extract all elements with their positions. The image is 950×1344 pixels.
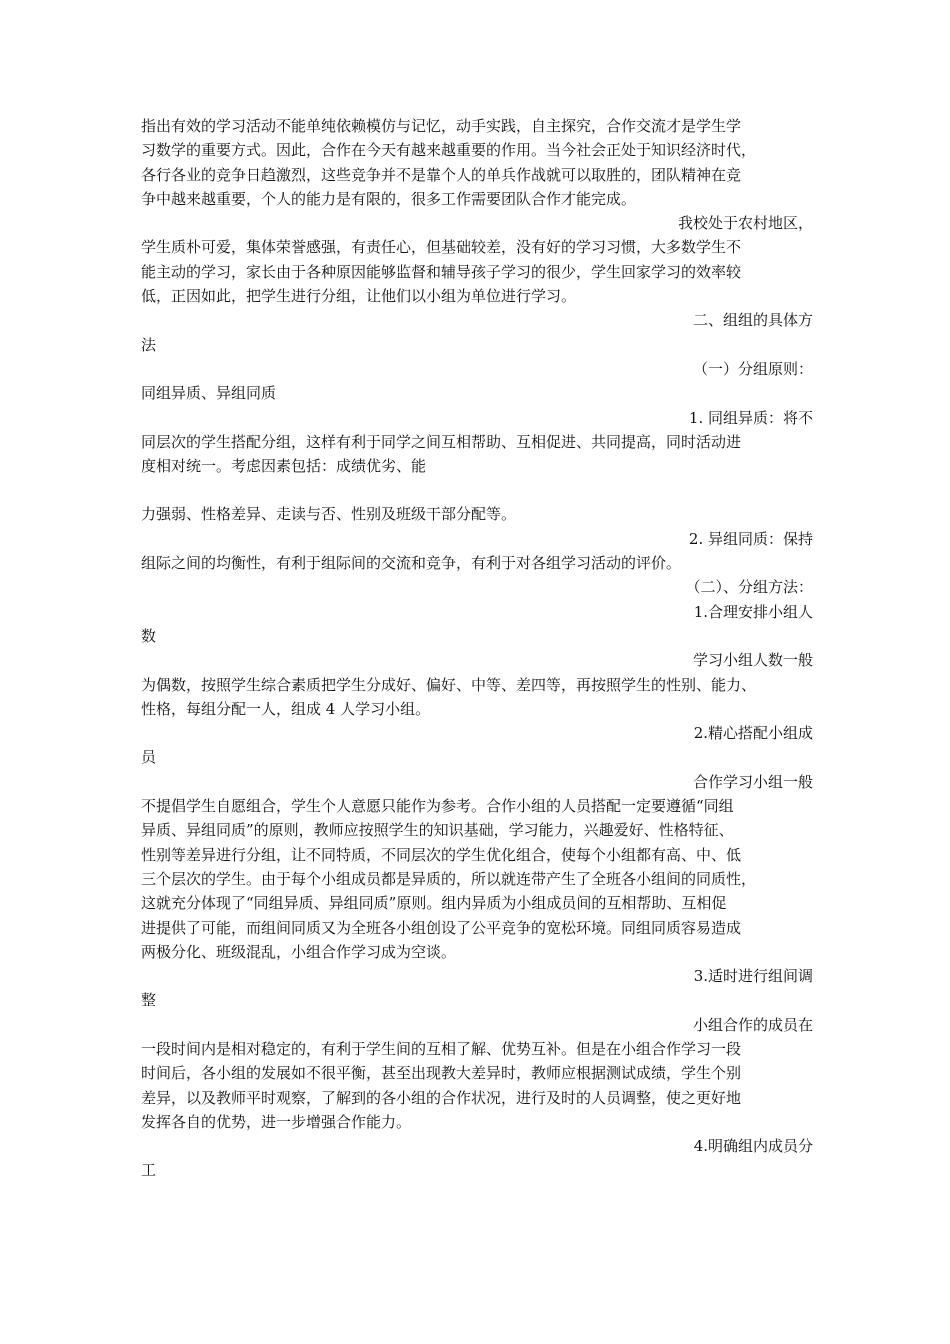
item-heading: 1.合理安排小组人 <box>693 602 813 621</box>
body-text-line: 能主动的学习，家长由于各种原因能够监督和辅导孩子学习的很少，学生回家学习的效率较 <box>141 262 742 281</box>
item-heading: 4.明确组内成员分 <box>693 1137 813 1156</box>
subsection-heading: （一）分组原则： <box>692 359 813 378</box>
blank-gap <box>141 478 813 502</box>
document-page <box>141 114 813 1183</box>
body-text-line: 力强弱、性格差异、走读与否、性别及班级干部分配等。 <box>141 505 517 524</box>
body-text-line: 同层次的学生搭配分组，这样有利于同学之间互相帮助、互相促进、共同提高，同时活动进 <box>141 432 742 451</box>
item-heading-cont: 数 <box>141 626 157 645</box>
paragraph-start-line: 合作学习小组一般 <box>692 772 813 791</box>
body-text-line: 争中越来越重要，个人的能力是有限的，很多工作需要团队合作才能完成。 <box>141 189 637 208</box>
item-heading: 2.精心搭配小组成 <box>693 724 813 743</box>
body-text-line: 指出有效的学习活动不能单纯依赖模仿与记忆，动手实践，自主探究，合作交流才是学生学 <box>141 117 742 135</box>
body-text-line: 性格，每组分配一人，组成 4 人学习小组。 <box>141 699 431 718</box>
paragraph-start-line: 我校处于农村地区， <box>677 214 813 233</box>
item-heading: 2. 异组同质：保持 <box>688 529 813 548</box>
section-heading: 二、组组的具体方 <box>692 311 813 330</box>
body-text-line: 各行各业的竞争日趋激烈，这些竞争并不是靠个人的单兵作战就可以取胜的，团队精神在竞 <box>141 165 742 184</box>
body-text-line: 这就充分体现了“同组异质、异组同质”原则。组内异质为小组成员间的互相帮助、互相促 <box>141 894 727 913</box>
paragraph-start-line: 学习小组人数一般 <box>692 651 813 670</box>
body-text-line: 低，正因如此，把学生进行分组，让他们以小组为单位进行学习。 <box>141 287 577 306</box>
body-text-line: 差异，以及教师平时观察，了解到的各小组的合作状况，进行及时的人员调整，使之更好地 <box>141 1088 742 1107</box>
section-heading-cont: 法 <box>141 335 157 354</box>
item-heading-cont: 整 <box>141 991 157 1010</box>
body-text-line: 为偶数，按照学生综合素质把学生分成好、偏好、中等、差四等，再按照学生的性别、能力、 <box>141 675 757 694</box>
body-text-line: 组际之间的均衡性，有利于组际间的交流和竞争，有利于对各组学习活动的评价。 <box>141 554 682 573</box>
body-text-line: 进提供了可能，而组间同质又为全班各小组创设了公平竞争的宽松环境。同组同质容易造成 <box>141 918 742 937</box>
item-heading: 3.适时进行组间调 <box>693 967 813 986</box>
body-text-line: 同组异质、异组同质 <box>141 384 277 403</box>
item-heading-cont: 工 <box>141 1161 157 1180</box>
body-text-line: 一段时间内是相对稳定的，有利于学生间的互相了解、优势互补。但是在小组合作学习一段 <box>141 1039 742 1058</box>
body-text-line: 习数学的重要方式。因此，合作在今天有越来越重要的作用。当今社会正处于知识经济时代， <box>141 141 757 160</box>
paragraph-start-line: 小组合作的成员在 <box>692 1015 813 1034</box>
subsection-heading: （二）、分组方法： <box>685 578 813 597</box>
body-text-line: 发挥各自的优势，进一步增强合作能力。 <box>141 1112 412 1131</box>
body-text-line: 两极分化、班级混乱，小组合作学习成为空谈。 <box>141 942 457 961</box>
body-text-line: 度相对统一。考虑因素包括：成绩优劣、能 <box>141 457 427 476</box>
item-heading-cont: 员 <box>141 748 157 767</box>
body-text-line: 时间后，各小组的发展如不很平衡，甚至出现教大差异时，教师应根据测试成绩，学生个别 <box>141 1064 742 1083</box>
item-heading: 1. 同组异质：将不 <box>688 408 813 427</box>
body-text-line: 学生质朴可爱，集体荣誉感强，有责任心，但基础较差，没有好的学习习惯，大多数学生不 <box>141 238 742 257</box>
body-text-line: 不提倡学生自愿组合，学生个人意愿只能作为参考。合作小组的人员搭配一定要遵循“同组 <box>141 797 734 816</box>
body-text-line: 三个层次的学生。由于每个小组成员都是异质的，所以就连带产生了全班各小组间的同质性， <box>141 869 757 888</box>
body-text-line: 性别等差异进行分组，让不同特质，不同层次的学生优化组合，使每个小组都有高、中、低 <box>141 845 742 864</box>
body-text-line: 异质、异组同质”的原则，教师应按照学生的知识基础，学习能力，兴趣爱好、性格特征、 <box>141 821 734 840</box>
